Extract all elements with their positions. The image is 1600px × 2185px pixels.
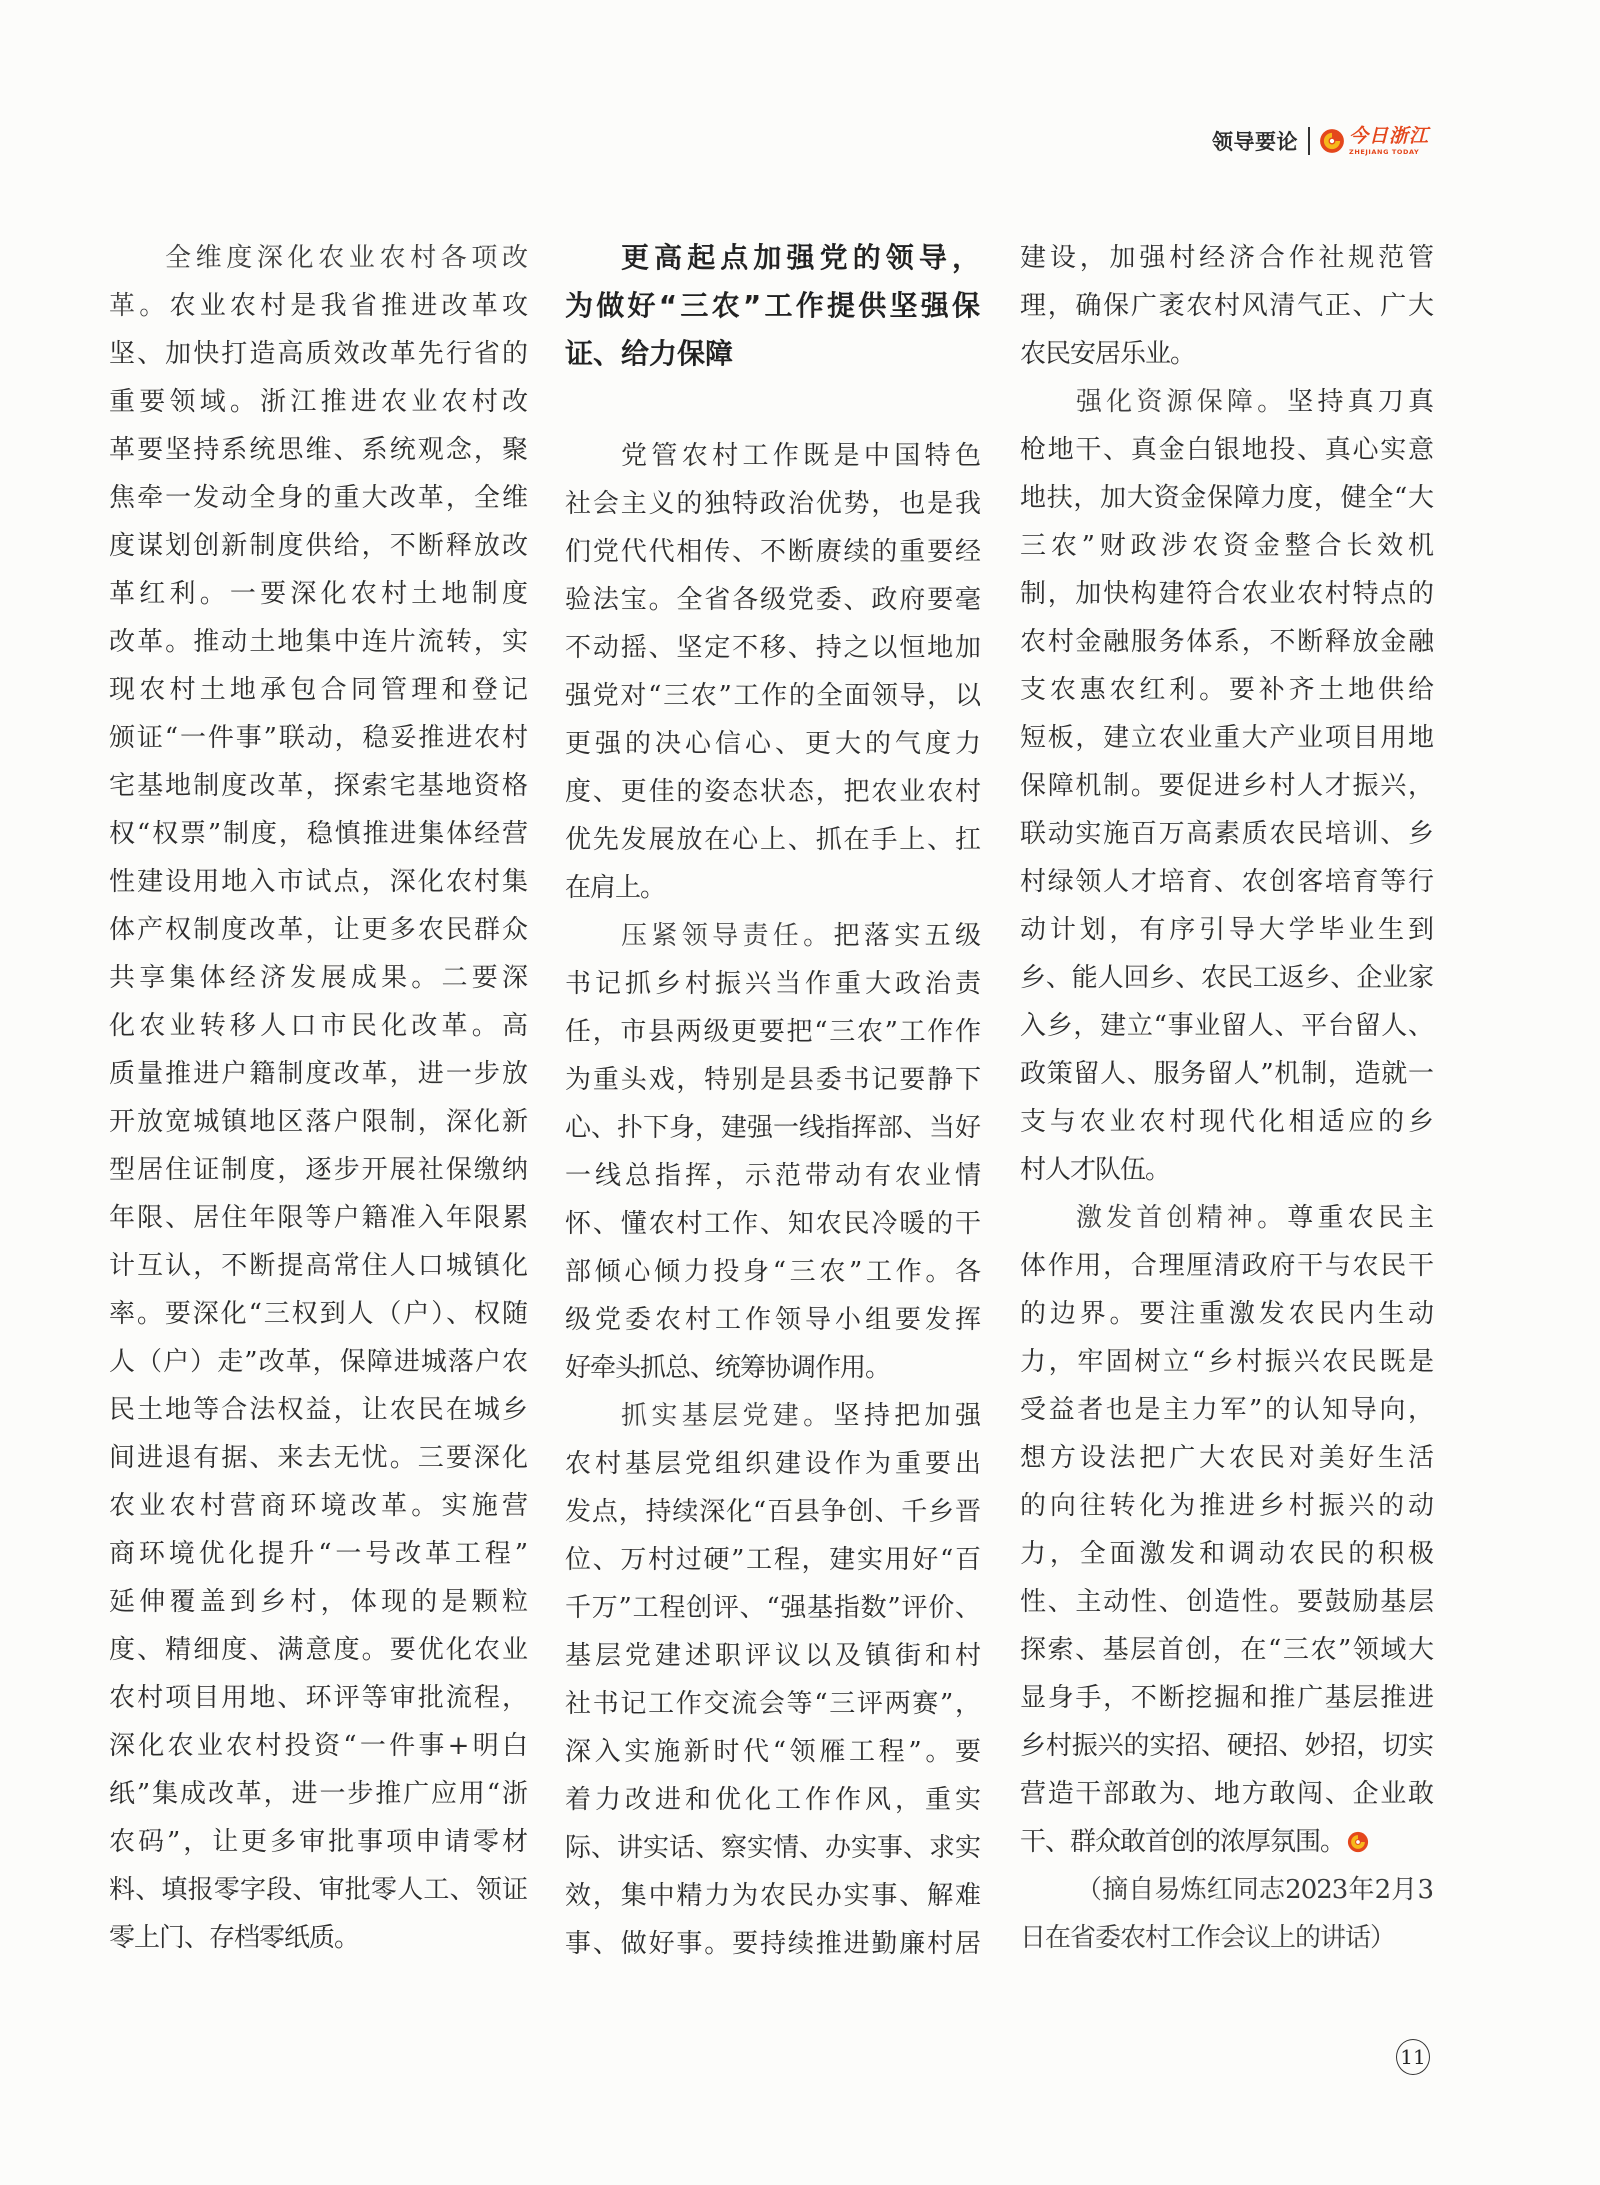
text-line xyxy=(1020,378,1433,426)
text-line: 支与农业农村现代化相适应的乡 xyxy=(1020,1107,1433,1137)
zhejiang-today-swirl-icon xyxy=(1319,128,1345,154)
text-line: 社书记工作交流会等“三评两赛”， xyxy=(565,1689,980,1719)
text-line: 营造干部敢为、地方敢闯、企业敢 xyxy=(1020,1779,1433,1809)
text-line: 宅基地制度改革，探索宅基地资格 xyxy=(109,771,527,801)
text-line: 间进退有据、来去无忧。三要深化 xyxy=(109,1443,527,1473)
text-span: 农业农村是我省推进改革攻 xyxy=(169,291,527,321)
section-heading: 为做好“三农”工作提供坚强保 xyxy=(565,289,980,322)
text-line: 建设，加强村经济合作社规范管 xyxy=(1020,243,1433,273)
lead-phrase: 抓实基层党建。 xyxy=(621,1401,834,1431)
text-line: 乡、能人回乡、农民工返乡、企业家 xyxy=(1020,963,1433,993)
text-line xyxy=(109,282,527,330)
logo-text: 今日浙江 xyxy=(1349,124,1430,147)
text-line: 受益者也是主力军”的认知导向， xyxy=(1020,1395,1433,1425)
text-line: 力，牢固树立“乡村振兴农民既是 xyxy=(1020,1347,1433,1377)
text-line: 度谋划创新制度供给，不断释放改 xyxy=(109,531,527,561)
text-line: 理，确保广袤农村风清气正、广大 xyxy=(1020,291,1433,321)
text-line: 延伸覆盖到乡村，体现的是颗粒 xyxy=(109,1587,527,1617)
text-line: 人（户）走”改革，保障进城落户农 xyxy=(109,1347,527,1377)
text-line: 社会主义的独特政治优势，也是我 xyxy=(565,489,980,519)
text-line: 支农惠农红利。要补齐土地供给 xyxy=(1020,675,1433,705)
text-line: 计互认，不断提高常住人口城镇化 xyxy=(109,1251,527,1281)
text-line: 深入实施新时代“领雁工程”。要 xyxy=(565,1737,980,1767)
text-line: 任，市县两级更要把“三农”工作作 xyxy=(565,1017,980,1047)
end-mark-swirl-icon xyxy=(1347,1831,1369,1853)
column-1 xyxy=(109,234,527,1962)
lead-phrase: 革。 xyxy=(109,291,170,321)
text-line: 商环境优化提升“一号改革工程” xyxy=(109,1539,527,1569)
text-line: 重要领域。浙江推进农业农村改 xyxy=(109,387,527,417)
text-line: 动计划，有序引导大学毕业生到 xyxy=(1020,915,1433,945)
lead-phrase: 全维度深化农业农村各项改 xyxy=(165,243,527,273)
text-line: 开放宽城镇地区落户限制，深化新 xyxy=(109,1107,527,1137)
text-line: 度、更佳的姿态状态，把农业农村 xyxy=(565,777,980,807)
section-heading: 证、给力保障 xyxy=(565,337,734,370)
text-line: 地扶，加大资金保障力度，健全“大 xyxy=(1020,483,1433,513)
text-line xyxy=(1020,1194,1433,1242)
text-line: 革要坚持系统思维、系统观念，聚 xyxy=(109,435,527,465)
text-span: 干、群众敢首创的浓厚氛围。 xyxy=(1020,1827,1346,1857)
text-line: 质量推进户籍制度改革，进一步放 xyxy=(109,1059,527,1089)
text-line: 改革。推动土地集中连片流转，实 xyxy=(109,627,527,657)
text-line: 坚、加快打造高质效改革先行省的 xyxy=(109,339,527,369)
text-line: 枪地干、真金白银地投、真心实意 xyxy=(1020,435,1433,465)
header-divider xyxy=(1308,127,1310,155)
text-line: 体作用，合理厘清政府干与农民干 xyxy=(1020,1251,1433,1281)
text-line: 一线总指挥，示范带动有农业情 xyxy=(565,1161,980,1191)
text-line: 农业农村营商环境改革。实施营 xyxy=(109,1491,527,1521)
text-span: 坚持把加强 xyxy=(833,1401,980,1431)
column-2-body xyxy=(565,432,980,1968)
text-line: 性建设用地入市试点，深化农村集 xyxy=(109,867,527,897)
text-line: 的向往转化为推进乡村振兴的动 xyxy=(1020,1491,1433,1521)
section-title: 领导要论 xyxy=(1212,130,1298,154)
lead-phrase: 压紧领导责任。 xyxy=(621,921,834,951)
text-line: 颁证“一件事”联动，稳妥推进农村 xyxy=(109,723,527,753)
text-line xyxy=(565,912,980,960)
text-line: 想方设法把广大农民对美好生活 xyxy=(1020,1443,1433,1473)
text-line: 位、万村过硬”工程，建实用好“百 xyxy=(565,1545,980,1575)
text-line: 短板，建立农业重大产业项目用地 xyxy=(1020,723,1433,753)
text-line: 怀、懂农村工作、知农民冷暖的干 xyxy=(565,1209,980,1239)
text-line: 率。要深化“三权到人（户）、权随 xyxy=(109,1299,527,1329)
text-line: 共享集体经济发展成果。二要深 xyxy=(109,963,527,993)
text-line: 深化农业农村投资“一件事+明白 xyxy=(109,1731,527,1761)
page-header xyxy=(1212,124,1429,158)
text-line: 力，全面激发和调动农民的积极 xyxy=(1020,1539,1433,1569)
column-3 xyxy=(1020,234,1433,1962)
text-line: 着力改进和优化工作作风，重实 xyxy=(565,1785,980,1815)
section-heading: 更高起点加强党的领导， xyxy=(621,241,980,274)
text-line: 验法宝。全省各级党委、政府要毫 xyxy=(565,585,980,615)
text-line: 焦牵一发动全身的重大改革，全维 xyxy=(109,483,527,513)
text-line: 基层党建述职评议以及镇街和村 xyxy=(565,1641,980,1671)
text-line: 农码”，让更多审批事项申请零材 xyxy=(109,1827,527,1857)
text-line: 制，加快构建符合农业农村特点的 xyxy=(1020,579,1433,609)
text-line: 性、主动性、创造性。要鼓励基层 xyxy=(1020,1587,1433,1617)
text-line: 年限、居住年限等户籍准入年限累 xyxy=(109,1203,527,1233)
text-line: 体产权制度改革，让更多农民群众 xyxy=(109,915,527,945)
text-line: 村绿领人才培育、农创客培育等行 xyxy=(1020,867,1433,897)
page-number: 11 xyxy=(1396,2039,1430,2075)
text-line: 党管农村工作既是中国特色 xyxy=(621,441,980,471)
source-note: （摘自易炼红同志2023年2月3 xyxy=(1076,1875,1433,1905)
text-line: 农村金融服务体系，不断释放金融 xyxy=(1020,627,1433,657)
text-line: 农民安居乐业。 xyxy=(1020,339,1196,369)
text-line: 书记抓乡村振兴当作重大政治责 xyxy=(565,969,980,999)
text-line: 农村项目用地、环评等审批流程， xyxy=(109,1683,527,1713)
lead-phrase: 激发首创精神。 xyxy=(1076,1203,1288,1233)
text-line: 显身手，不断挖掘和推广基层推进 xyxy=(1020,1683,1433,1713)
text-line: 级党委农村工作领导小组要发挥 xyxy=(565,1305,980,1335)
text-line: 化农业转移人口市民化改革。高 xyxy=(109,1011,527,1041)
text-line: 三农”财政涉农资金整合长效机 xyxy=(1020,531,1433,561)
text-line: 优先发展放在心上、抓在手上、扛 xyxy=(565,825,980,855)
text-line xyxy=(565,1392,980,1440)
text-line: 的边界。要注重激发农民内生动 xyxy=(1020,1299,1433,1329)
text-line: 村人才队伍。 xyxy=(1020,1155,1171,1185)
text-line: 在肩上。 xyxy=(565,873,666,903)
lead-phrase: 强化资源保障。 xyxy=(1076,387,1288,417)
text-line: 农村基层党组织建设作为重要出 xyxy=(565,1449,980,1479)
text-span: 尊重农民主 xyxy=(1287,1203,1433,1233)
text-line: 联动实施百万高素质农民培训、乡 xyxy=(1020,819,1433,849)
text-line: 发点，持续深化“百县争创、千乡晋 xyxy=(565,1497,980,1527)
text-line: 革红利。一要深化农村土地制度 xyxy=(109,579,527,609)
text-line: 不动摇、坚定不移、持之以恒地加 xyxy=(565,633,980,663)
column-2 xyxy=(565,234,980,1968)
magazine-logo xyxy=(1349,124,1430,156)
text-line: 零上门、存档零纸质。 xyxy=(109,1923,360,1953)
text-span: 坚持真刀真 xyxy=(1287,387,1433,417)
text-line: 效，集中精力为农民办实事、解难 xyxy=(565,1881,980,1911)
text-line: 保障机制。要促进乡村人才振兴， xyxy=(1020,771,1433,801)
text-line: 乡村振兴的实招、硬招、妙招，切实 xyxy=(1020,1731,1433,1761)
source-note: 日在省委农村工作会议上的讲话） xyxy=(1020,1923,1396,1953)
text-line: 们党代代相传、不断赓续的重要经 xyxy=(565,537,980,567)
text-line: 好牵头抓总、统筹协调作用。 xyxy=(565,1353,891,1383)
text-line: 事、做好事。要持续推进勤廉村居 xyxy=(565,1929,980,1959)
text-line: 心、扑下身，建强一线指挥部、当好 xyxy=(565,1113,980,1143)
logo-subtext: ZHEJIANG TODAY xyxy=(1349,147,1420,156)
text-line: 民土地等合法权益，让农民在城乡 xyxy=(109,1395,527,1425)
text-line: 更强的决心信心、更大的气度力 xyxy=(565,729,980,759)
text-line: 探索、基层首创，在“三农”领域大 xyxy=(1020,1635,1433,1665)
text-line: 现农村土地承包合同管理和登记 xyxy=(109,675,527,705)
text-line: 为重头戏，特别是县委书记要静下 xyxy=(565,1065,980,1095)
text-line: 纸”集成改革，进一步推广应用“浙 xyxy=(109,1779,527,1809)
text-line: 权“权票”制度，稳慎推进集体经营 xyxy=(109,819,527,849)
text-line: 政策留人、服务留人”机制，造就一 xyxy=(1020,1059,1433,1089)
text-line: 千万”工程创评、“强基指数”评价、 xyxy=(565,1593,980,1623)
text-line: 型居住证制度，逐步开展社保缴纳 xyxy=(109,1155,527,1185)
text-line: 际、讲实话、察实情、办实事、求实 xyxy=(565,1833,980,1863)
text-line: 度、精细度、满意度。要优化农业 xyxy=(109,1635,527,1665)
text-line xyxy=(1020,1818,1433,1866)
text-span: 把落实五级 xyxy=(833,921,980,951)
text-line: 料、填报零字段、审批零人工、领证 xyxy=(109,1875,527,1905)
text-line xyxy=(109,234,527,282)
text-line: 强党对“三农”工作的全面领导，以 xyxy=(565,681,980,711)
text-line: 部倾心倾力投身“三农”工作。各 xyxy=(565,1257,980,1287)
text-line: 入乡，建立“事业留人、平台留人、 xyxy=(1020,1011,1433,1041)
